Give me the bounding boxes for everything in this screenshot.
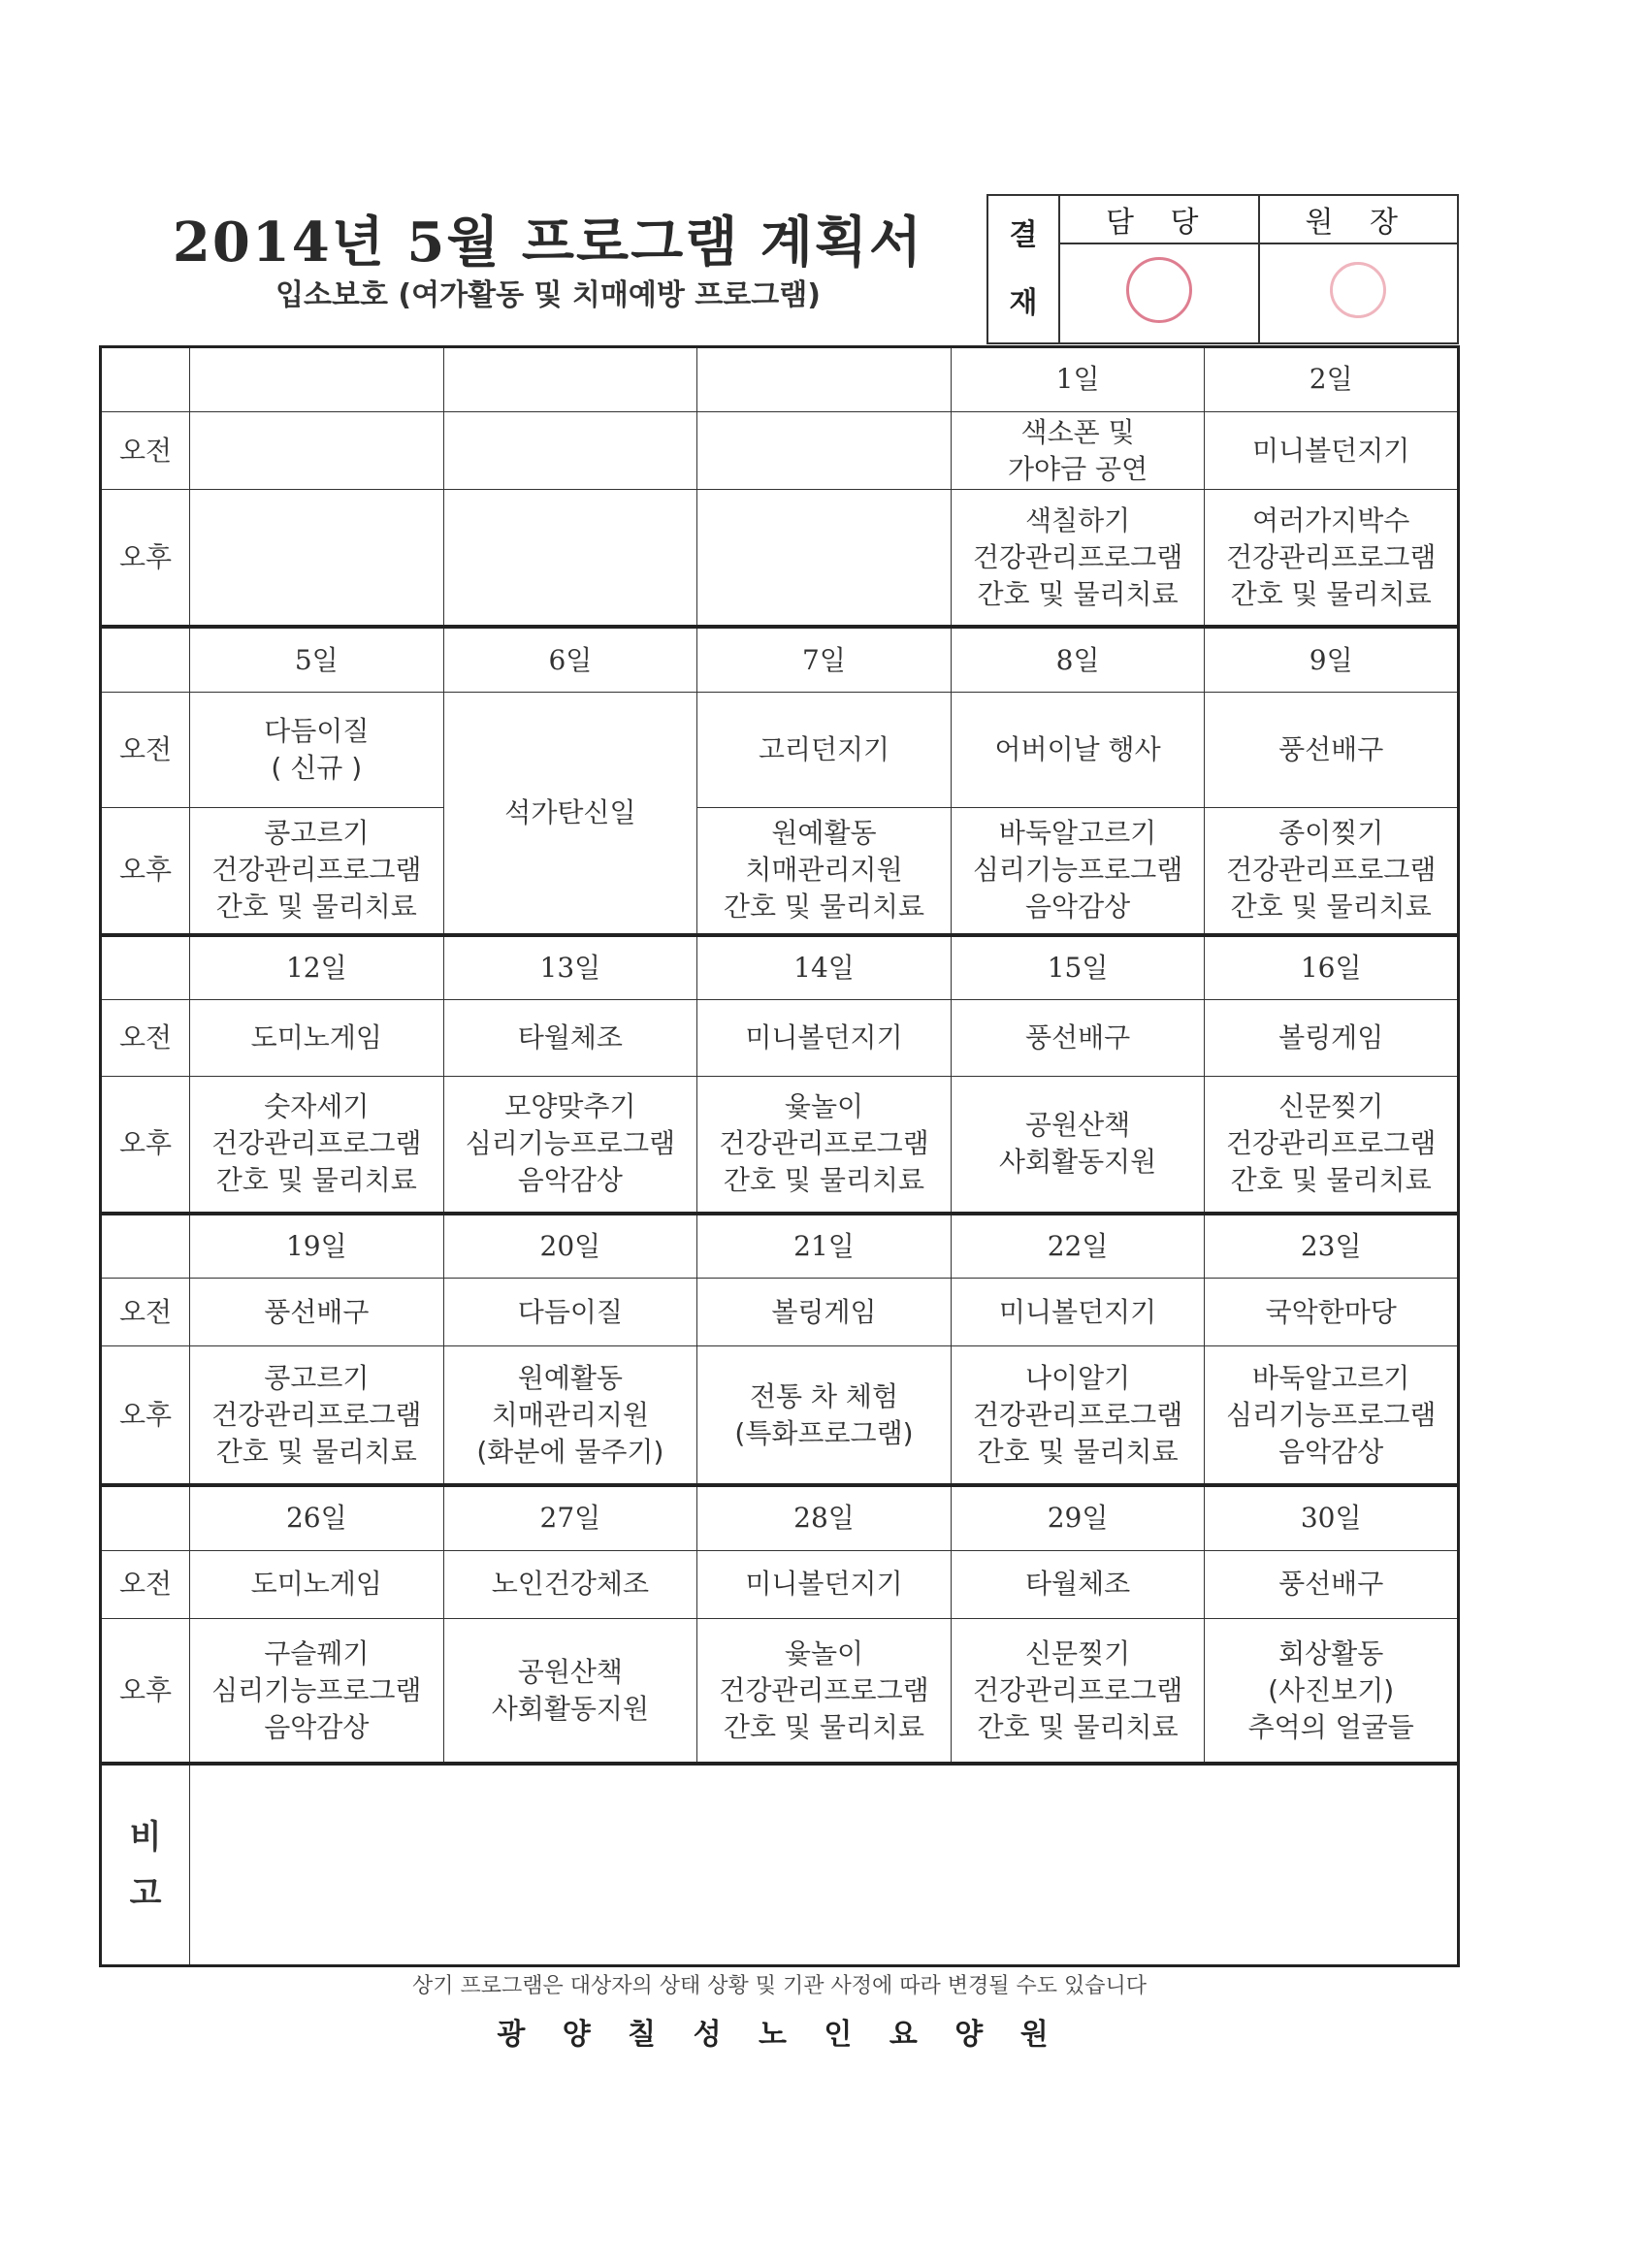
- morning-activity: [190, 1278, 444, 1346]
- morning-activity: [697, 1278, 952, 1346]
- activity-text: 간호 및 물리치료: [215, 1435, 417, 1468]
- activity-text: 건강관리프로그램: [1225, 854, 1437, 887]
- activity-text: 치매관리지원: [745, 854, 903, 887]
- activity-text: 공원산책: [517, 1655, 623, 1688]
- morning-activity: [697, 692, 952, 807]
- activity-text: 국악한마당: [1265, 1295, 1397, 1328]
- day-number: 6일: [443, 627, 697, 692]
- afternoon-activity: [1205, 1346, 1459, 1485]
- day-number: 16일: [1205, 935, 1459, 1000]
- morning-activity: [1205, 411, 1459, 490]
- afternoon-activity: [443, 1346, 697, 1485]
- remarks-content: [190, 1764, 1459, 1965]
- activity-text: 종이찢기: [1278, 817, 1384, 850]
- day-number: 28일: [697, 1485, 952, 1550]
- afternoon-activity: [697, 1619, 952, 1765]
- activity-text: 공원산책: [1024, 1109, 1131, 1142]
- day-number: 8일: [951, 627, 1205, 692]
- activity-text: 회상활동: [1278, 1636, 1384, 1669]
- activity-text: 미니볼던지기: [745, 1021, 903, 1053]
- activity-text: 콩고르기: [264, 817, 370, 850]
- day-number: [697, 347, 952, 412]
- activity-text: 간호 및 물리치료: [977, 577, 1179, 610]
- afternoon-activity: [697, 490, 952, 627]
- day-number: 29일: [951, 1485, 1205, 1550]
- footnote: 상기 프로그램은 대상자의 상태 상황 및 기관 사정에 따라 변경될 수도 있습니다: [412, 1974, 1147, 1998]
- activity-text: 미니볼던지기: [745, 1568, 903, 1601]
- activity-text: 간호 및 물리치료: [723, 1710, 925, 1743]
- activity-text: 음악감상: [1024, 891, 1131, 923]
- afternoon-label: 오후: [101, 1076, 190, 1213]
- day-number: 27일: [443, 1485, 697, 1550]
- activity-text: 간호 및 물리치료: [723, 1164, 925, 1197]
- activity-text: 건강관리프로그램: [972, 1673, 1183, 1706]
- activity-text: 간호 및 물리치료: [1230, 577, 1432, 610]
- activity-text: 구슬꿰기: [264, 1636, 370, 1669]
- page-title: 2014년 5월 프로그램 계획서: [172, 211, 924, 275]
- day-row-label: [101, 935, 190, 1000]
- activity-text: 심리기능프로그램: [211, 1673, 422, 1706]
- day-number: 20일: [443, 1214, 697, 1279]
- activity-text: 간호 및 물리치료: [977, 1435, 1179, 1468]
- afternoon-activity: [190, 1619, 444, 1765]
- activity-text: 윷놀이: [784, 1636, 864, 1669]
- activity-text: 신문찢기: [1278, 1090, 1384, 1123]
- activity-text: (사진보기): [1268, 1673, 1395, 1706]
- activity-text: 간호 및 물리치료: [723, 891, 925, 923]
- remarks-label-char: 고: [129, 1873, 162, 1913]
- activity-text: 숫자세기: [264, 1090, 370, 1123]
- afternoon-label: 오후: [101, 1619, 190, 1765]
- activity-text: 건강관리프로그램: [1225, 540, 1437, 573]
- morning-activity: [190, 999, 444, 1076]
- seal-stamp-icon: [1126, 257, 1192, 323]
- morning-activity: [1205, 1550, 1459, 1619]
- activity-text: 노인건강체조: [491, 1568, 650, 1601]
- day-row-label: [101, 1214, 190, 1279]
- afternoon-activity: [190, 1346, 444, 1485]
- day-number: 5일: [190, 627, 444, 692]
- activity-text: 건강관리프로그램: [719, 1673, 929, 1706]
- morning-label: 오전: [101, 1278, 190, 1346]
- activity-text: 도미노게임: [250, 1021, 382, 1053]
- activity-text: 심리기능프로그램: [972, 854, 1183, 887]
- day-number: 21일: [697, 1214, 952, 1279]
- activity-text: 원예활동: [517, 1361, 623, 1394]
- approval-label-top: 결: [1009, 217, 1038, 252]
- afternoon-activity: [443, 1619, 697, 1765]
- day-number: 2일: [1205, 347, 1459, 412]
- morning-activity: [951, 411, 1205, 490]
- morning-activity: [443, 1278, 697, 1346]
- activity-text: 음악감상: [517, 1164, 623, 1197]
- activity-text: 음악감상: [1278, 1435, 1384, 1468]
- morning-activity: [951, 1550, 1205, 1619]
- approval-head-staff: 담 당: [1059, 195, 1259, 243]
- day-number: 19일: [190, 1214, 444, 1279]
- activity-text: 고리던지기: [758, 732, 890, 765]
- day-number: 22일: [951, 1214, 1205, 1279]
- afternoon-activity: [443, 1076, 697, 1213]
- program-schedule-table: [99, 345, 1460, 1967]
- activity-text: 미니볼던지기: [1252, 434, 1410, 467]
- day-number: 26일: [190, 1485, 444, 1550]
- afternoon-activity: [951, 1346, 1205, 1485]
- activity-text: (화분에 물주기): [476, 1435, 664, 1468]
- activity-text: 건강관리프로그램: [211, 854, 422, 887]
- afternoon-activity: [443, 490, 697, 627]
- activity-text: 건강관리프로그램: [719, 1127, 929, 1160]
- day-number: 9일: [1205, 627, 1459, 692]
- activity-text: 간호 및 물리치료: [215, 1164, 417, 1197]
- activity-text: 풍선배구: [1024, 1021, 1131, 1053]
- afternoon-activity: [1205, 1076, 1459, 1213]
- afternoon-activity: [190, 490, 444, 627]
- activity-text: 간호 및 물리치료: [1230, 891, 1432, 923]
- activity-text: 다듬이질: [517, 1295, 623, 1328]
- activity-text: 간호 및 물리치료: [977, 1710, 1179, 1743]
- morning-activity: [697, 1550, 952, 1619]
- activity-text: 색소폰 및: [1020, 415, 1135, 448]
- page-subtitle: 입소보호 (여가활동 및 치매예방 프로그램): [275, 278, 821, 312]
- morning-activity: [443, 1550, 697, 1619]
- activity-text: 사회활동지원: [998, 1146, 1157, 1179]
- morning-activity: [190, 692, 444, 807]
- approval-box: [986, 194, 1459, 344]
- afternoon-activity: [190, 1076, 444, 1213]
- morning-activity: [951, 999, 1205, 1076]
- afternoon-activity: [1205, 807, 1459, 934]
- activity-text: 추억의 얼굴들: [1247, 1710, 1414, 1743]
- day-row-label: [101, 1485, 190, 1550]
- morning-activity: [697, 411, 952, 490]
- remarks-label: [101, 1764, 190, 1965]
- activity-text: 윷놀이: [784, 1090, 864, 1123]
- afternoon-activity: [951, 807, 1205, 934]
- approval-label-bottom: 재: [1009, 285, 1038, 320]
- morning-activity: [951, 1278, 1205, 1346]
- activity-text: 건강관리프로그램: [972, 1398, 1183, 1431]
- activity-text: 다듬이질: [264, 714, 370, 747]
- activity-text: 심리기능프로그램: [1225, 1398, 1437, 1431]
- activity-text: 건강관리프로그램: [972, 540, 1183, 573]
- activity-text: 치매관리지원: [491, 1398, 650, 1431]
- activity-text: 풍선배구: [1278, 732, 1384, 765]
- activity-text: 사회활동지원: [491, 1692, 650, 1725]
- activity-text: 볼링게임: [1278, 1021, 1384, 1053]
- activity-text: 색칠하기: [1024, 503, 1131, 536]
- afternoon-label: 오후: [101, 807, 190, 934]
- morning-activity: [190, 1550, 444, 1619]
- activity-text: 미니볼던지기: [998, 1295, 1157, 1328]
- afternoon-activity: [951, 490, 1205, 627]
- morning-activity: [190, 411, 444, 490]
- activity-text: 도미노게임: [250, 1568, 382, 1601]
- afternoon-activity: [1205, 1619, 1459, 1765]
- morning-activity: [443, 411, 697, 490]
- day-number: 1일: [951, 347, 1205, 412]
- activity-text: (특화프로그램): [734, 1416, 914, 1449]
- day-number: 12일: [190, 935, 444, 1000]
- day-number: 14일: [697, 935, 952, 1000]
- activity-text: 신문찢기: [1024, 1636, 1131, 1669]
- activity-text: 타월체조: [1024, 1568, 1131, 1601]
- organization-name: 광 양 칠 성 노 인 요 양 원: [497, 2018, 1062, 2052]
- activity-text: 건강관리프로그램: [211, 1398, 422, 1431]
- activity-text: 여러가지박수: [1252, 503, 1410, 536]
- afternoon-activity: [1205, 490, 1459, 627]
- afternoon-activity: [951, 1619, 1205, 1765]
- approval-head-director: 원 장: [1259, 195, 1459, 243]
- morning-label: 오전: [101, 1550, 190, 1619]
- approval-sign-staff: [1059, 243, 1259, 343]
- activity-text: 음악감상: [264, 1710, 370, 1743]
- activity-text: 볼링게임: [771, 1295, 877, 1328]
- afternoon-label: 오후: [101, 490, 190, 627]
- remarks-label-char: 비: [129, 1817, 162, 1857]
- day-number: 23일: [1205, 1214, 1459, 1279]
- activity-text: 심리기능프로그램: [465, 1127, 676, 1160]
- activity-text: 간호 및 물리치료: [215, 891, 417, 923]
- day-number: 7일: [697, 627, 952, 692]
- activity-text: ( 신규 ): [271, 751, 363, 784]
- morning-label: 오전: [101, 411, 190, 490]
- day-number: 30일: [1205, 1485, 1459, 1550]
- seal-stamp-icon: [1330, 262, 1386, 318]
- day-number: [443, 347, 697, 412]
- activity-text: 타월체조: [517, 1021, 623, 1053]
- activity-text: 석가탄신일: [504, 795, 636, 828]
- holiday-cell: [443, 692, 697, 935]
- activity-text: 바둑알고르기: [1252, 1361, 1410, 1394]
- activity-text: 건강관리프로그램: [211, 1127, 422, 1160]
- afternoon-activity: [697, 1076, 952, 1213]
- morning-activity: [1205, 999, 1459, 1076]
- activity-text: 건강관리프로그램: [1225, 1127, 1437, 1160]
- afternoon-activity: [697, 1346, 952, 1485]
- activity-text: 간호 및 물리치료: [1230, 1164, 1432, 1197]
- day-number: 13일: [443, 935, 697, 1000]
- activity-text: 어버이날 행사: [994, 732, 1161, 765]
- day-row-label: [101, 347, 190, 412]
- afternoon-activity: [190, 807, 444, 934]
- morning-label: 오전: [101, 999, 190, 1076]
- morning-activity: [951, 692, 1205, 807]
- activity-text: 바둑알고르기: [998, 817, 1157, 850]
- morning-label: 오전: [101, 692, 190, 807]
- morning-activity: [697, 999, 952, 1076]
- afternoon-label: 오후: [101, 1346, 190, 1485]
- day-row-label: [101, 627, 190, 692]
- activity-text: 가야금 공연: [1008, 452, 1148, 485]
- afternoon-activity: [951, 1076, 1205, 1213]
- activity-text: 모양맞추기: [504, 1090, 636, 1123]
- activity-text: 원예활동: [771, 817, 877, 850]
- activity-text: 풍선배구: [264, 1295, 370, 1328]
- activity-text: 풍선배구: [1278, 1568, 1384, 1601]
- activity-text: 콩고르기: [264, 1361, 370, 1394]
- activity-text: 나이알기: [1024, 1361, 1131, 1394]
- activity-text: 전통 차 체험: [749, 1379, 898, 1412]
- approval-label: [987, 195, 1059, 343]
- morning-activity: [443, 999, 697, 1076]
- morning-activity: [1205, 692, 1459, 807]
- approval-sign-director: [1259, 243, 1459, 343]
- day-number: 15일: [951, 935, 1205, 1000]
- afternoon-activity: [697, 807, 952, 934]
- day-number: [190, 347, 444, 412]
- morning-activity: [1205, 1278, 1459, 1346]
